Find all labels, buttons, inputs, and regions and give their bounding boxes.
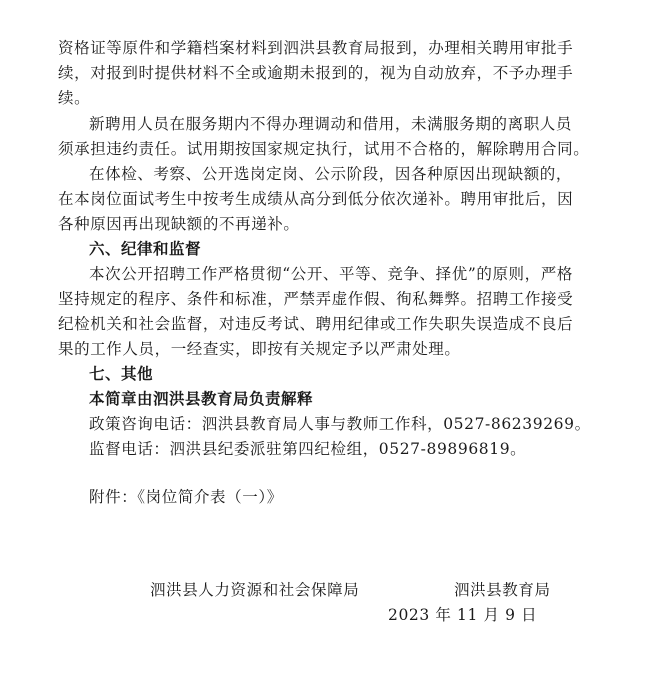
paragraph-line: 新聘用人员在服务期内不得办理调动和借用，未满服务期的离职人员 bbox=[89, 115, 573, 133]
paragraph-line: 本次公开招聘工作严格贯彻“公开、平等、竞争、择优”的原则，严格 bbox=[89, 265, 573, 283]
paragraph-line: 果的工作人员，一经查实，即按有关规定予以严肃处理。 bbox=[58, 340, 461, 358]
signature-org-education: 泗洪县教育局 bbox=[454, 581, 551, 599]
signature-org-hr: 泗洪县人力资源和社会保障局 bbox=[150, 581, 360, 599]
section-heading-discipline: 六、纪律和监督 bbox=[89, 240, 202, 258]
paragraph-line: 在体检、考察、公开选岗定岗、公示阶段，因各种原因出现缺额的， bbox=[89, 165, 573, 183]
paragraph-line: 续。 bbox=[58, 89, 91, 107]
attachment-line: 附件：《岗位简介表（一）》 bbox=[89, 488, 283, 506]
paragraph-line: 须承担违约责任。试用期按国家规定执行，试用不合格的，解除聘用合同。 bbox=[58, 140, 590, 158]
supervision-phone: 监督电话：泗洪县纪委派驻第四纪检组，0527-89896819。 bbox=[89, 440, 527, 458]
signature-date: 2023 年 11 月 9 日 bbox=[388, 606, 538, 624]
paragraph-line: 各种原因再出现缺额的不再递补。 bbox=[58, 215, 300, 233]
interpretation-statement: 本简章由泗洪县教育局负责解释 bbox=[89, 390, 314, 408]
paragraph-line: 资格证等原件和学籍档案材料到泗洪县教育局报到，办理相关聘用审批手 bbox=[58, 39, 574, 57]
policy-consult-phone: 政策咨询电话：泗洪县教育局人事与教师工作科，0527-86239269。 bbox=[89, 415, 591, 433]
paragraph-line: 在本岗位面试考生中按考生成绩从高分到低分依次递补。聘用审批后，因 bbox=[58, 190, 574, 208]
section-heading-other: 七、其他 bbox=[89, 365, 154, 383]
paragraph-line: 坚持规定的程序、条件和标准，严禁弄虚作假、徇私舞弊。招聘工作接受 bbox=[58, 290, 574, 308]
paragraph-line: 续，对报到时提供材料不全或逾期未报到的，视为自动放弃，不予办理手 bbox=[58, 64, 574, 82]
paragraph-line: 纪检机关和社会监督，对违反考试、聘用纪律或工作失职失误造成不良后 bbox=[58, 315, 574, 333]
